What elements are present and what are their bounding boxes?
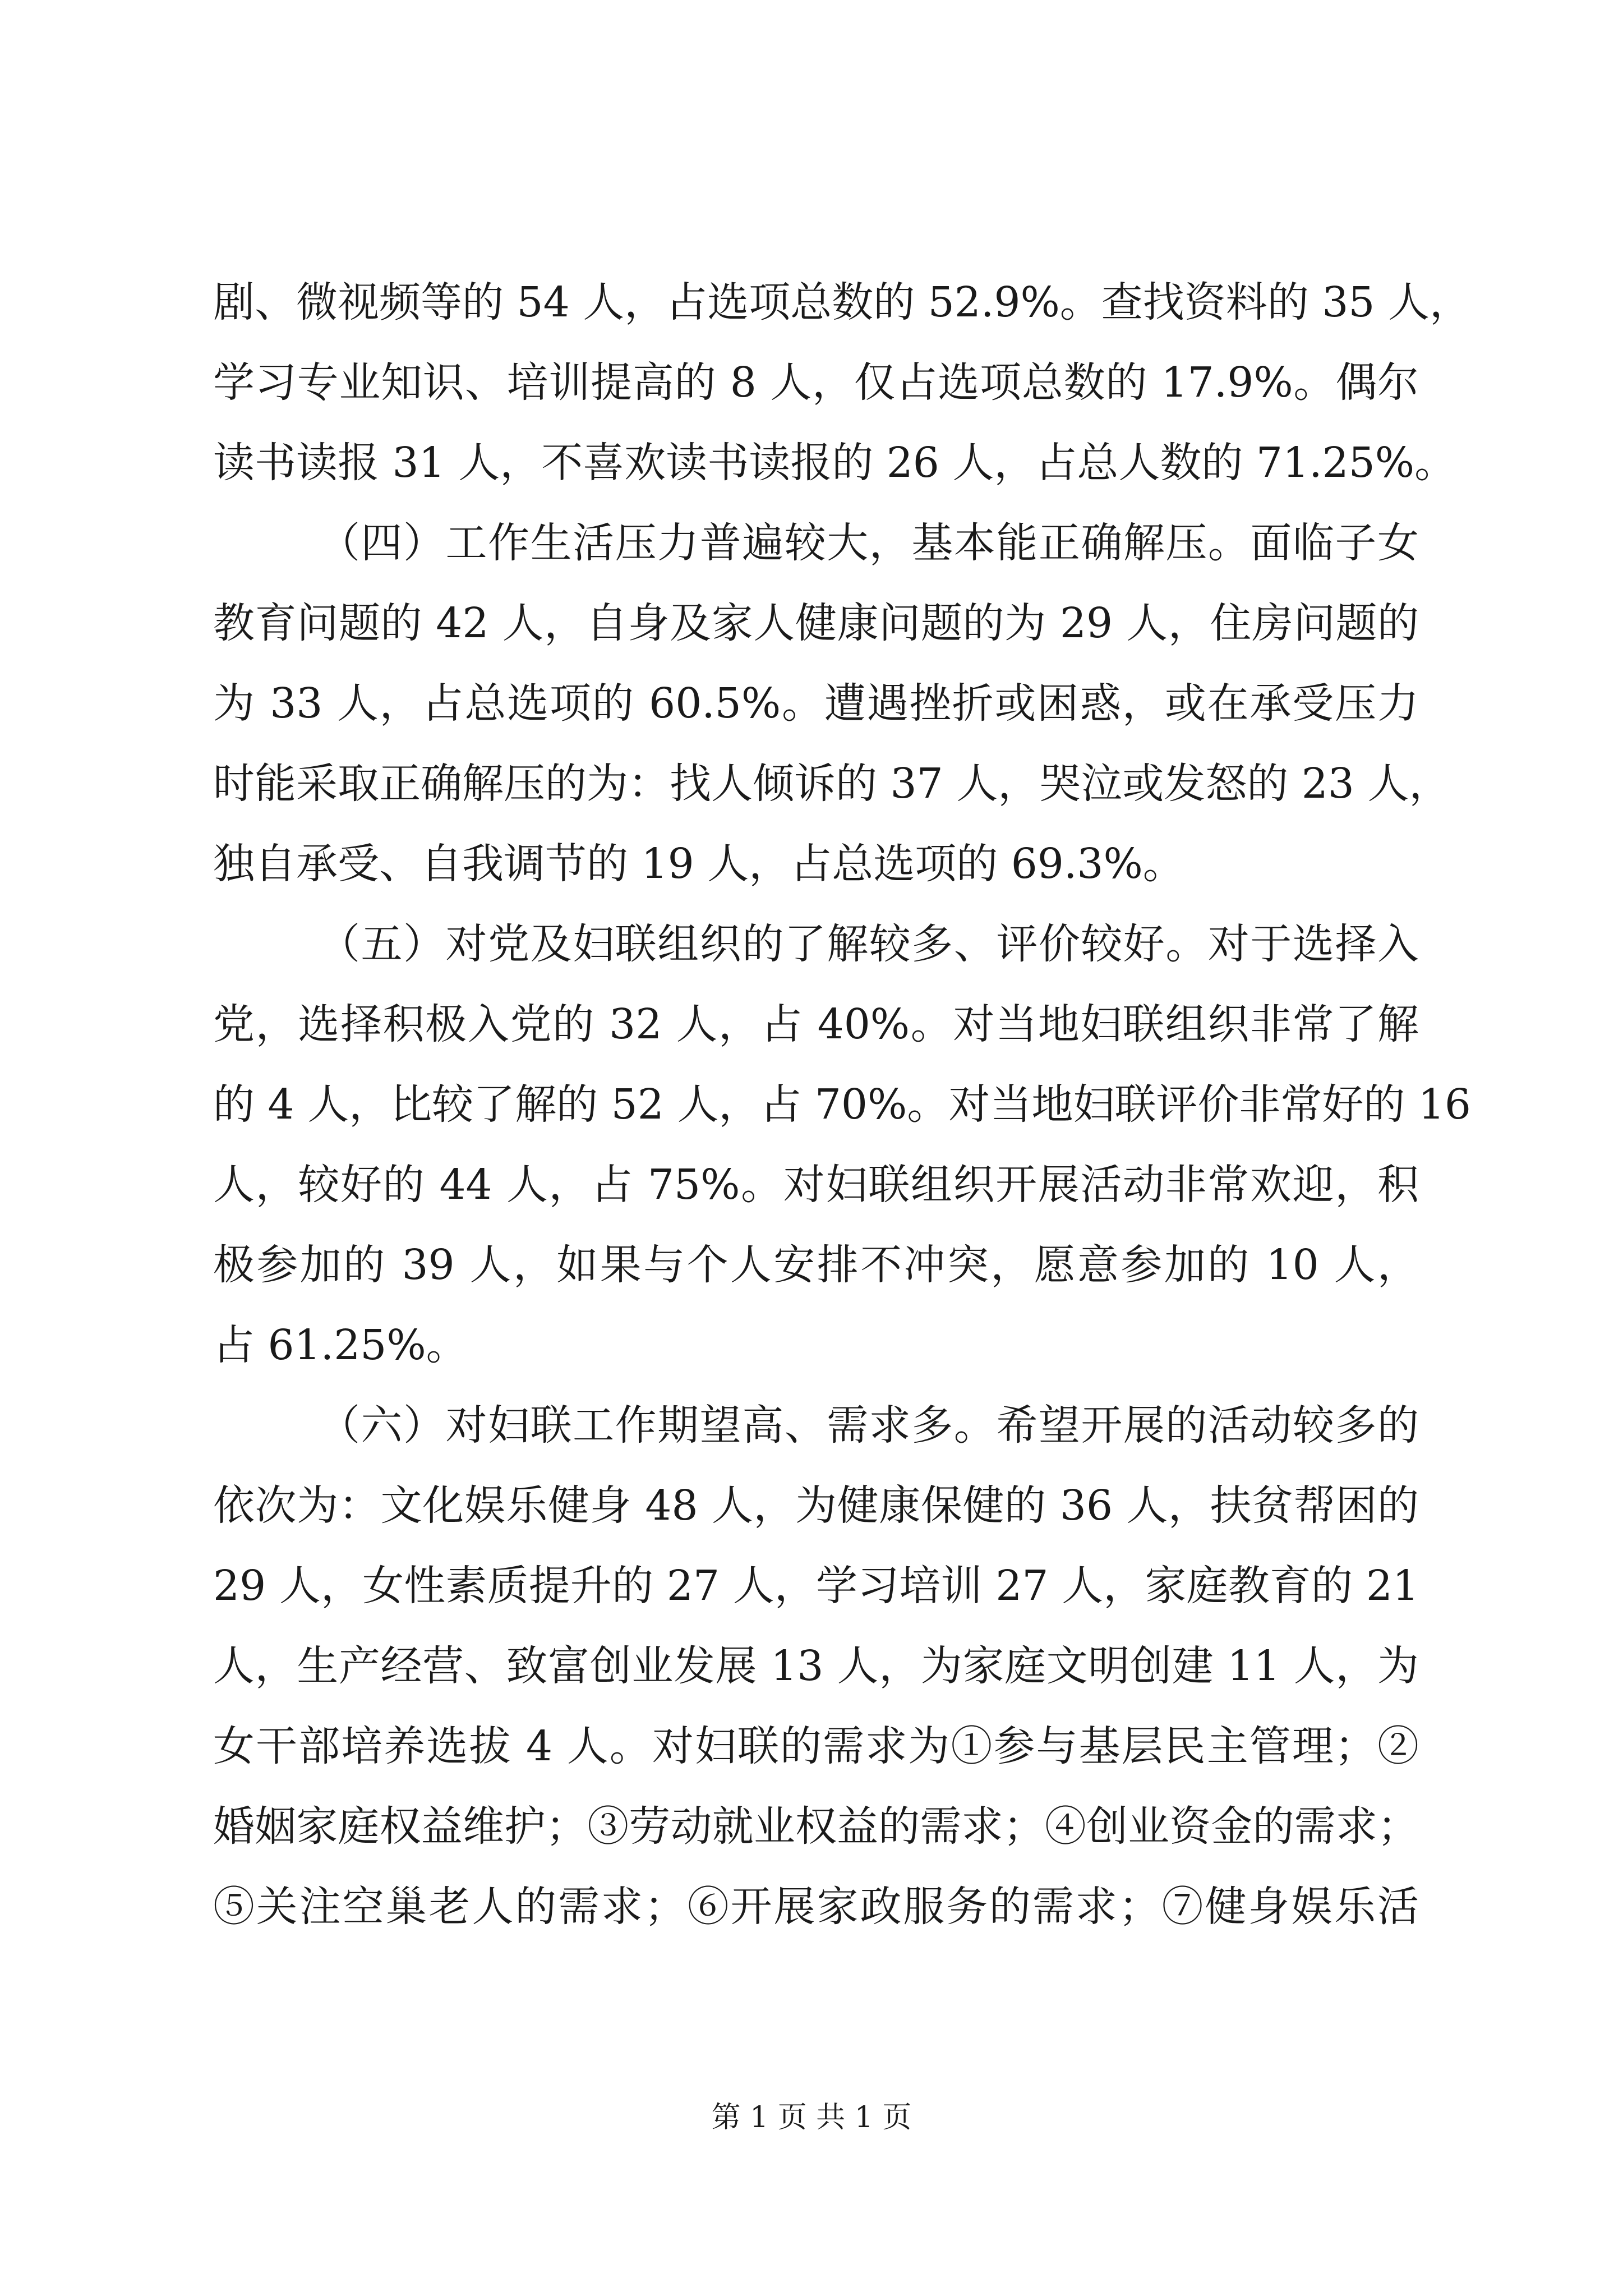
section-heading-line: （四）工作生活压力普遍较大，基本能正确解压。面临子女 <box>319 519 1419 567</box>
text-line: ⑤关注空巢老人的需求；⑥开展家政服务的需求；⑦健身娱乐活 <box>213 1883 1419 1931</box>
text-line: 读书读报 31 人，不喜欢读书读报的 26 人，占总人数的 71.25%。 <box>213 439 1456 487</box>
text-line: 独自承受、自我调节的 19 人，占总选项的 69.3%。 <box>213 840 1184 888</box>
text-line: 婚姻家庭权益维护；③劳动就业权益的需求；④创业资金的需求； <box>213 1802 1419 1851</box>
section-heading-line: （五）对党及妇联组织的了解较多、评价较好。对于选择入 <box>319 920 1419 968</box>
text-line: 学习专业知识、培训提高的 8 人，仅占选项总数的 17.9%。偶尔 <box>213 358 1419 407</box>
text-line: 极参加的 39 人，如果与个人安排不冲突，愿意参加的 10 人， <box>213 1241 1419 1289</box>
text-line: 剧、微视频等的 54 人，占选项总数的 52.9%。查找资料的 35 人， <box>213 278 1472 326</box>
text-line: 人，较好的 44 人，占 75%。对妇联组织开展活动非常欢迎，积 <box>213 1161 1419 1209</box>
document-body <box>213 263 1472 1947</box>
section-heading-line: （六）对妇联工作期望高、需求多。希望开展的活动较多的 <box>319 1401 1419 1450</box>
text-line: 时能采取正确解压的为：找人倾诉的 37 人，哭泣或发怒的 23 人， <box>213 760 1451 808</box>
text-line: 人，生产经营、致富创业发展 13 人，为家庭文明创建 11 人，为 <box>213 1642 1419 1690</box>
page-number-label: 第 1 页 共 1 页 <box>711 2101 912 2134</box>
text-line: 教育问题的 42 人，自身及家人健康问题的为 29 人，住房问题的 <box>213 599 1419 647</box>
text-line: 女干部培养选拔 4 人。对妇联的需求为①参与基层民主管理；② <box>213 1722 1419 1770</box>
text-line: 29 人，女性素质提升的 27 人，学习培训 27 人，家庭教育的 21 <box>213 1562 1419 1610</box>
text-line: 为 33 人，占总选项的 60.5%。遭遇挫折或困惑，或在承受压力 <box>213 679 1419 728</box>
page-footer <box>0 2101 1623 2134</box>
text-line: 占 61.25%。 <box>213 1321 468 1369</box>
text-line: 党，选择积极入党的 32 人，占 40%。对当地妇联组织非常了解 <box>213 1000 1419 1048</box>
text-line: 依次为：文化娱乐健身 48 人，为健康保健的 36 人，扶贫帮困的 <box>213 1481 1419 1530</box>
text-line: 的 4 人，比较了解的 52 人，占 70%。对当地妇联评价非常好的 16 <box>213 1080 1472 1129</box>
